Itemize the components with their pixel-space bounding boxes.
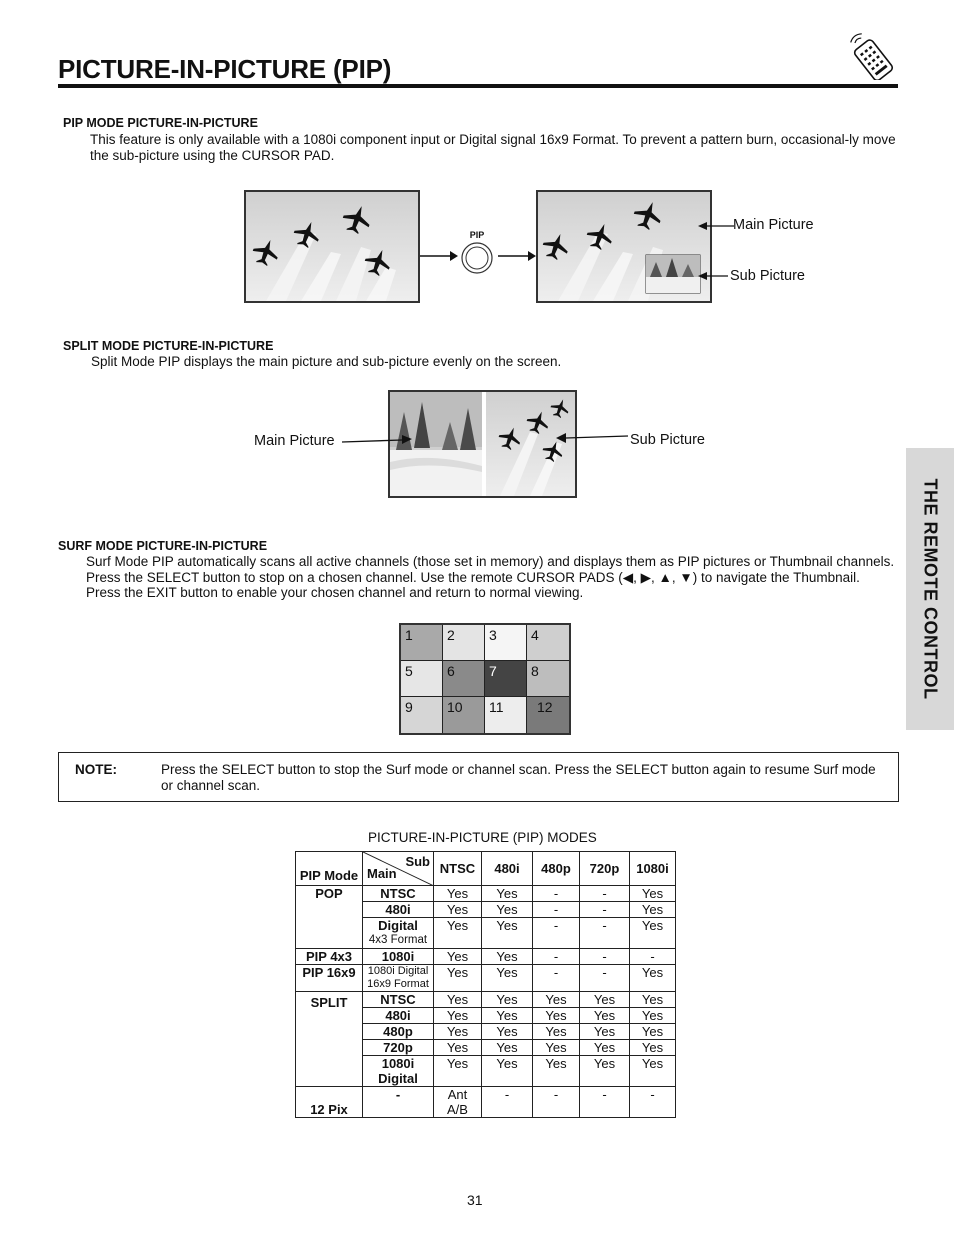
callout-lines [698,218,734,284]
header-main: Main [367,866,397,881]
mode-pip-4x3: PIP 4x3 [296,949,363,965]
thumbnail[interactable]: 9 [401,697,442,733]
header-col: 1080i [630,852,676,886]
arrow-right-icon [498,250,536,262]
thumbnail[interactable]: 7 [485,661,526,696]
thumbnail[interactable]: 11 [485,697,526,733]
thumbnail[interactable]: 1 [401,625,442,660]
table-row: 12 Pix - Ant A/B - - - - [296,1087,676,1118]
table-row: 720p Yes Yes Yes Yes Yes [296,1040,676,1056]
thumbnail[interactable]: 5 [401,661,442,696]
pip-button[interactable] [460,230,494,276]
header-col: NTSC [434,852,482,886]
surf-mode-heading: SURF MODE PICTURE-IN-PICTURE [58,539,268,553]
table-row: PIP 16x9 1080i Digital 16x9 Format Yes Yes - - Yes [296,965,676,992]
page-title: PICTURE-IN-PICTURE (PIP) [58,54,392,84]
mode-split: SPLIT [296,992,363,1087]
thumbnail[interactable]: 6 [443,661,484,696]
thumbnail[interactable]: 12 [527,697,569,733]
split-image [388,390,577,498]
pip-before-image [244,190,420,303]
table-row: PIP 4x3 1080i Yes Yes - - - [296,949,676,965]
pip-button-icon [461,242,493,274]
table-header-row [296,852,676,886]
table-row: 480i Yes Yes Yes Yes Yes [296,1008,676,1024]
pip-modes-table [295,851,676,1118]
thumbnail[interactable]: 8 [527,661,569,696]
table-row: SPLIT NTSC Yes Yes Yes Yes Yes [296,992,676,1008]
header-pip-mode: PIP Mode [296,852,363,886]
remote-control-icon [846,28,902,80]
callout-line-sub [556,430,628,446]
split-sub-label: Sub Picture [630,432,705,448]
table-row: 1080i Digital Yes Yes Yes Yes Yes [296,1056,676,1087]
arrow-right-icon [420,250,458,262]
note-text: Press the SELECT button to stop the Surf mode or channel scan. Press the SELECT button again to resume Surf mode or channel scan. [161,762,876,793]
header-col: 720p [580,852,630,886]
table-row: POP NTSC Yes Yes - - Yes [296,886,676,902]
mode-pop: POP [296,886,363,949]
surf-mode-body: Surf Mode PIP automatically scans all active channels (those set in memory) and displays them as PIP pictures or Thumbnail channels. Press the SELECT button to stop on a chosen channel. Use the remote CURSOR PADS (◀, ▶, ▲, ▼) to navigate the Thumbnail. Press the EXIT button to enable your chosen channel and return to normal viewing. [86,554,895,600]
pip-sub-label: Sub Picture [730,268,805,284]
mode-pip-16x9: PIP 16x9 [296,965,363,992]
split-mode-body: Split Mode PIP displays the main picture and sub-picture evenly on the screen. [91,354,562,369]
thumbnail[interactable]: 3 [485,625,526,660]
pip-after-image [536,190,712,303]
header-col: 480p [533,852,580,886]
page-number: 31 [467,1192,483,1208]
callout-line-main [342,432,412,448]
pip-mode-heading: PIP MODE PICTURE-IN-PICTURE [63,116,258,130]
table-title: PICTURE-IN-PICTURE (PIP) MODES [368,830,597,845]
surf-thumbnail-grid [399,623,571,735]
note-label: NOTE: [75,762,117,777]
header-col: 480i [482,852,533,886]
note-box [58,752,899,802]
table-row: Digital 4x3 Format Yes Yes - - Yes [296,918,676,949]
title-rule [58,84,898,88]
side-tab-label: THE REMOTE CONTROL [920,478,941,700]
split-main-label: Main Picture [254,433,335,449]
thumbnail[interactable]: 10 [443,697,484,733]
mode-12-pix: 12 Pix [296,1087,363,1118]
side-tab [906,448,954,730]
split-mode-heading: SPLIT MODE PICTURE-IN-PICTURE [63,339,274,353]
table-row: 480p Yes Yes Yes Yes Yes [296,1024,676,1040]
thumbnail[interactable]: 4 [527,625,569,660]
pip-main-label: Main Picture [733,217,814,233]
pip-button-label: PIP [469,230,485,240]
header-sub-main [363,852,434,886]
header-sub: Sub [405,854,430,869]
table-row: 480i Yes Yes - - Yes [296,902,676,918]
thumbnail[interactable]: 2 [443,625,484,660]
pip-mode-body: This feature is only available with a 1080i component input or Digital signal 16x9 Format. To prevent a pattern burn, occasional-ly move the sub-picture using the CURSOR PAD. [90,132,896,163]
